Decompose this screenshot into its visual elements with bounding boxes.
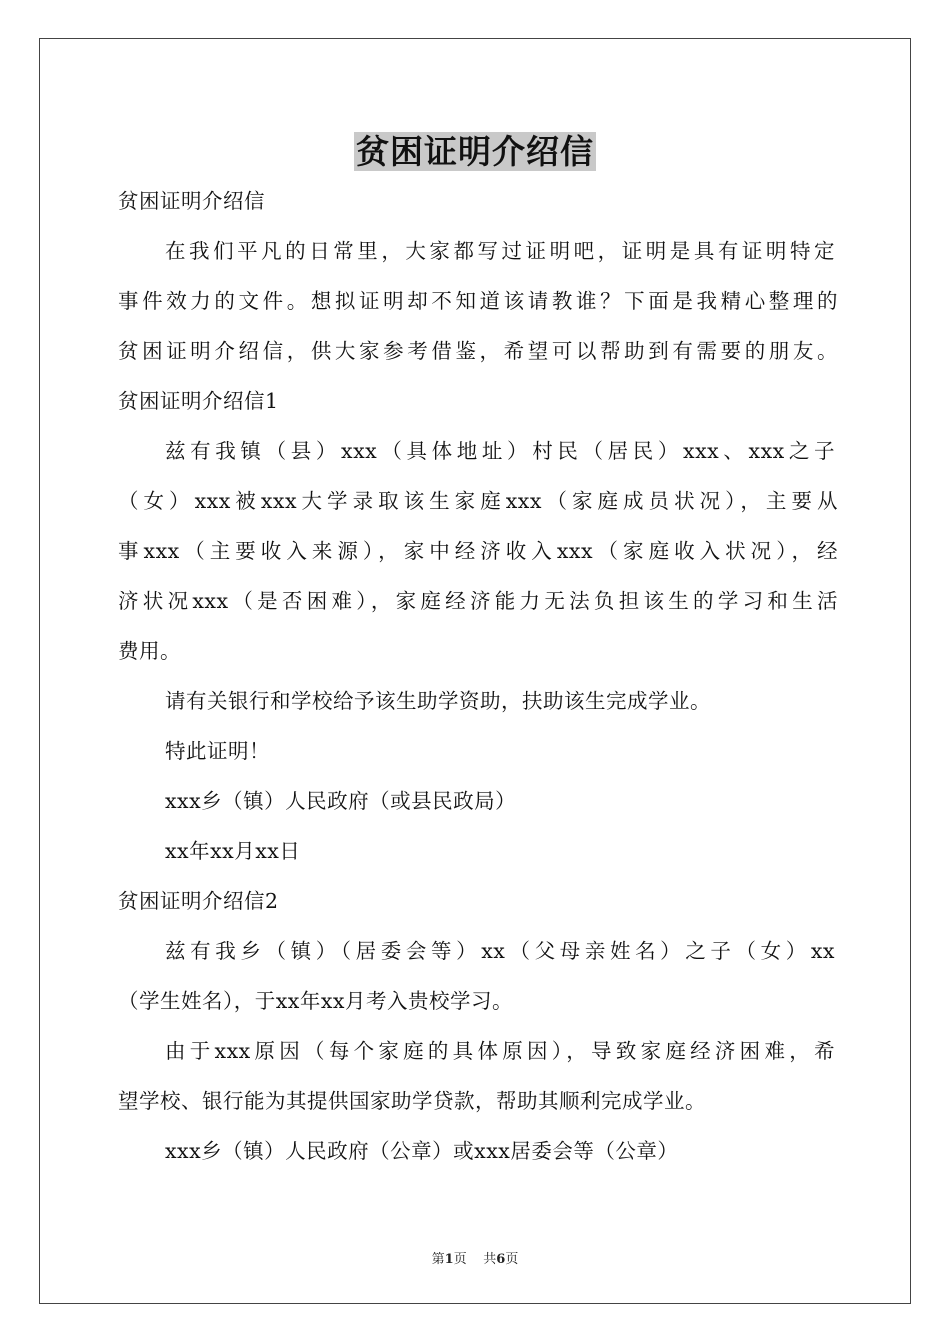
paragraph-line: 兹有我乡（镇）（居委会等）xx（父母亲姓名）之子（女）xx [165, 939, 835, 963]
paragraph-line: 望学校、银行能为其提供国家助学贷款，帮助其顺利完成学业。 [118, 1089, 706, 1113]
page-footer [0, 1248, 950, 1267]
paragraph-line: 由于xxx原因（每个家庭的具体原因），导致家庭经济困难，希 [165, 1039, 835, 1063]
signature-line: xxx乡（镇）人民政府（公章）或xxx居委会等（公章） [165, 1139, 679, 1163]
page-suffix: 页 [453, 1252, 467, 1267]
section-heading: 贫困证明介绍信1 [118, 389, 279, 413]
page-current: 1 [444, 1252, 454, 1267]
paragraph-line: 事xxx（主要收入来源），家中经济收入xxx（家庭收入状况），经 [118, 539, 838, 563]
document-title [0, 126, 950, 173]
page-border [39, 38, 911, 1304]
section-heading: 贫困证明介绍信2 [118, 889, 279, 913]
paragraph-line: 济状况xxx（是否困难），家庭经济能力无法负担该生的学习和生活 [118, 589, 838, 613]
paragraph-line: 兹有我镇（县）xxx（具体地址）村民（居民）xxx、xxx之子 [165, 439, 835, 463]
paragraph-line: 在我们平凡的日常里，大家都写过证明吧，证明是具有证明特定 [165, 239, 835, 263]
page-total: 6 [496, 1252, 506, 1267]
doc-subtitle: 贫困证明介绍信 [118, 189, 265, 213]
signature-line: xxx乡（镇）人民政府（或县民政局） [165, 789, 517, 813]
paragraph-line: 费用。 [118, 639, 181, 663]
paragraph-line: 事件效力的文件。想拟证明却不知道该请教谁？下面是我精心整理的 [118, 289, 838, 313]
paragraph-line: 请有关银行和学校给予该生助学资助，扶助该生完成学业。 [165, 689, 711, 713]
page-prefix: 第 [431, 1252, 445, 1267]
paragraph-line: （女）xxx被xxx大学录取该生家庭xxx（家庭成员状况），主要从 [118, 489, 838, 513]
total-suffix: 页 [505, 1252, 519, 1267]
total-prefix: 共 [483, 1252, 497, 1267]
date-line: xx年xx月xx日 [165, 839, 301, 863]
paragraph-line: 贫困证明介绍信，供大家参考借鉴，希望可以帮助到有需要的朋友。 [118, 339, 838, 363]
paragraph-line: （学生姓名），于xx年xx月考入贵校学习。 [118, 989, 513, 1013]
paragraph-line: 特此证明！ [165, 739, 270, 763]
title-text: 贫困证明介绍信 [356, 132, 594, 171]
